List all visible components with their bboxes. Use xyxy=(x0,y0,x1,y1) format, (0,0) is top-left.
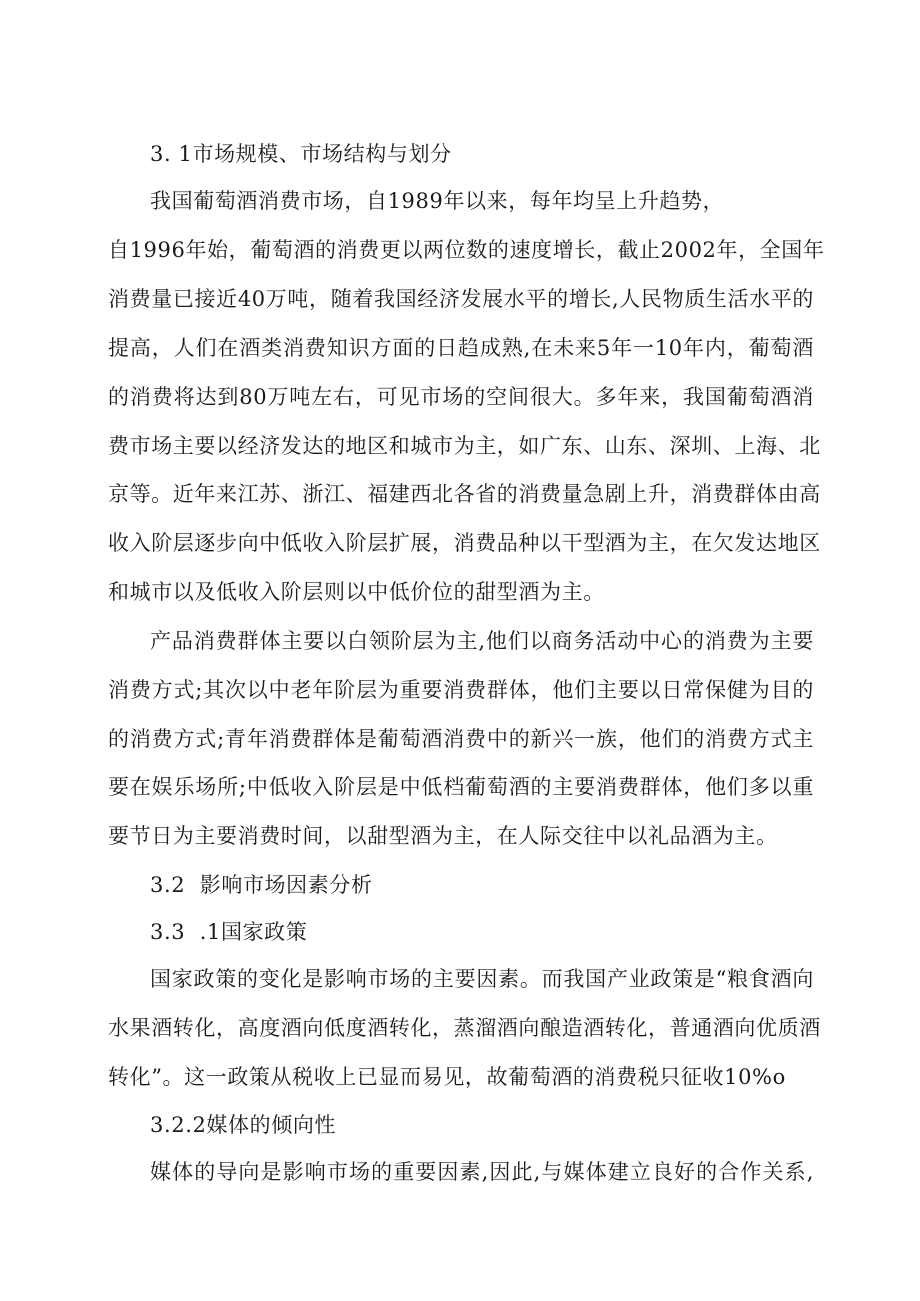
heading-3-3-1: 3.3 .1国家政策 xyxy=(150,920,308,944)
paragraph4-line-1: 媒体的导向是影响市场的重要因素,因此,与媒体建立良好的合作关系, xyxy=(150,1160,814,1184)
paragraph1-line-9: 和城市以及低收入阶层则以中低价位的甜型酒为主。 xyxy=(108,580,605,604)
heading-3-2: 3.2 影响市场因素分析 xyxy=(150,873,373,897)
paragraph1-line-6: 费市场主要以经济发达的地区和城市为主，如广东、山东、深圳、上海、北 xyxy=(108,434,821,458)
paragraph1-line-7: 京等。近年来江苏、浙江、福建西北各省的消费量急剧上升，消费群体由高 xyxy=(108,482,821,506)
paragraph2-line-2: 消费方式;其次以中老年阶层为重要消费群体，他们主要以日常保健为目的 xyxy=(108,678,814,702)
paragraph3-line-1: 国家政策的变化是影响市场的主要因素。而我国产业政策是“粮食酒向 xyxy=(150,967,814,991)
paragraph3-line-2: 水果酒转化，高度酒向低度酒转化，蒸溜酒向酿造酒转化，普通酒向优质酒 xyxy=(108,1016,821,1040)
heading-3-2-2: 3.2.2媒体的倾向性 xyxy=(150,1113,337,1137)
paragraph3-line-3: 转化”。这一政策从税收上已显而易见，故葡萄酒的消费税只征收10%o xyxy=(108,1065,786,1089)
paragraph1-line-1: 我国葡萄酒消费市场，自1989年以来，每年均呈上升趋势， xyxy=(150,189,725,213)
paragraph1-line-3: 消费量已接近40万吨，随着我国经济发展水平的增长,人民物质生活水平的 xyxy=(108,287,814,311)
paragraph1-line-2: 自1996年始，葡萄酒的消费更以两位数的速度增长，截止2002年，全国年 xyxy=(108,238,825,262)
paragraph1-line-5: 的消费将达到80万吨左右，可见市场的空间很大。多年来，我国葡萄酒消 xyxy=(108,385,814,409)
paragraph2-line-3: 的消费方式;青年消费群体是葡萄酒消费中的新兴一族，他们的消费方式主 xyxy=(108,727,814,751)
paragraph2-line-1: 产品消费群体主要以白领阶层为主,他们以商务活动中心的消费为主要 xyxy=(150,629,814,653)
paragraph2-line-5: 要节日为主要消费时间，以甜型酒为主，在人际交往中以礼品酒为主。 xyxy=(108,824,778,848)
paragraph1-line-8: 收入阶层逐步向中低收入阶层扩展，消费品种以干型酒为主，在欠发达地区 xyxy=(108,531,821,555)
paragraph1-line-4: 提高，人们在酒类消费知识方面的日趋成熟,在未来5年一10年内，葡萄酒 xyxy=(108,336,814,360)
paragraph2-line-4: 要在娱乐场所;中低收入阶层是中低档葡萄酒的主要消费群体，他们多以重 xyxy=(108,775,814,799)
heading-3-1: 3. 1市场规模、市场结构与划分 xyxy=(150,142,452,166)
